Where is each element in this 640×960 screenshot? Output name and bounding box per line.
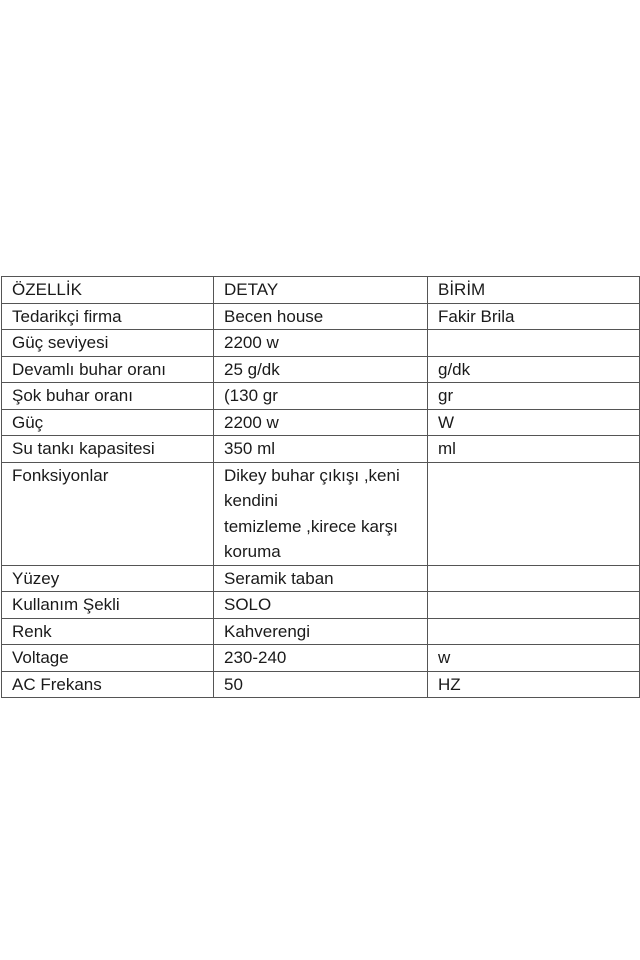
cell-feature: AC Frekans [2, 671, 214, 698]
table-row [2, 383, 640, 410]
table-row [2, 565, 640, 592]
cell-unit [428, 462, 640, 565]
cell-feature: Devamlı buhar oranı [2, 356, 214, 383]
cell-unit: gr [428, 383, 640, 410]
cell-line: Dikey buhar çıkışı ,keni [224, 465, 400, 485]
cell-unit: w [428, 645, 640, 672]
cell-line: temizleme ,kirece karşı [224, 516, 398, 536]
cell-unit: Fakir Brila [428, 303, 640, 330]
cell-detail: 2200 w [214, 330, 428, 357]
cell-feature: Tedarikçi firma [2, 303, 214, 330]
cell-detail [214, 462, 428, 565]
cell-detail: Kahverengi [214, 618, 428, 645]
cell-feature: Renk [2, 618, 214, 645]
spec-table [1, 276, 640, 698]
cell-line: koruma [224, 542, 281, 561]
cell-unit: HZ [428, 671, 640, 698]
cell-unit [428, 618, 640, 645]
cell-detail: Seramik taban [214, 565, 428, 592]
cell-detail: 230-240 [214, 645, 428, 672]
table-row [2, 592, 640, 619]
table-row [2, 409, 640, 436]
cell-detail: 25 g/dk [214, 356, 428, 383]
cell-unit [428, 592, 640, 619]
cell-unit: ml [428, 436, 640, 463]
cell-feature: Güç seviyesi [2, 330, 214, 357]
header-detay: DETAY [214, 277, 428, 304]
cell-detail: (130 gr [214, 383, 428, 410]
cell-detail: 2200 w [214, 409, 428, 436]
cell-detail: Becen house [214, 303, 428, 330]
table-row [2, 618, 640, 645]
table-row [2, 356, 640, 383]
cell-feature: Su tankı kapasitesi [2, 436, 214, 463]
table-row [2, 303, 640, 330]
table-row [2, 436, 640, 463]
cell-unit: W [428, 409, 640, 436]
cell-feature: Güç [2, 409, 214, 436]
cell-detail: 50 [214, 671, 428, 698]
table-row [2, 330, 640, 357]
cell-feature: Fonksiyonlar [2, 462, 214, 565]
table-row [2, 462, 640, 565]
cell-feature: Voltage [2, 645, 214, 672]
cell-feature: Kullanım Şekli [2, 592, 214, 619]
table-row [2, 645, 640, 672]
cell-detail: SOLO [214, 592, 428, 619]
cell-unit [428, 330, 640, 357]
cell-line: kendini [224, 491, 278, 510]
cell-feature: Şok buhar oranı [2, 383, 214, 410]
table-row [2, 671, 640, 698]
cell-detail: 350 ml [214, 436, 428, 463]
cell-unit [428, 565, 640, 592]
header-birim: BİRİM [428, 277, 640, 304]
cell-feature: Yüzey [2, 565, 214, 592]
cell-unit: g/dk [428, 356, 640, 383]
table-header-row [2, 277, 640, 304]
header-ozellik: ÖZELLİK [2, 277, 214, 304]
